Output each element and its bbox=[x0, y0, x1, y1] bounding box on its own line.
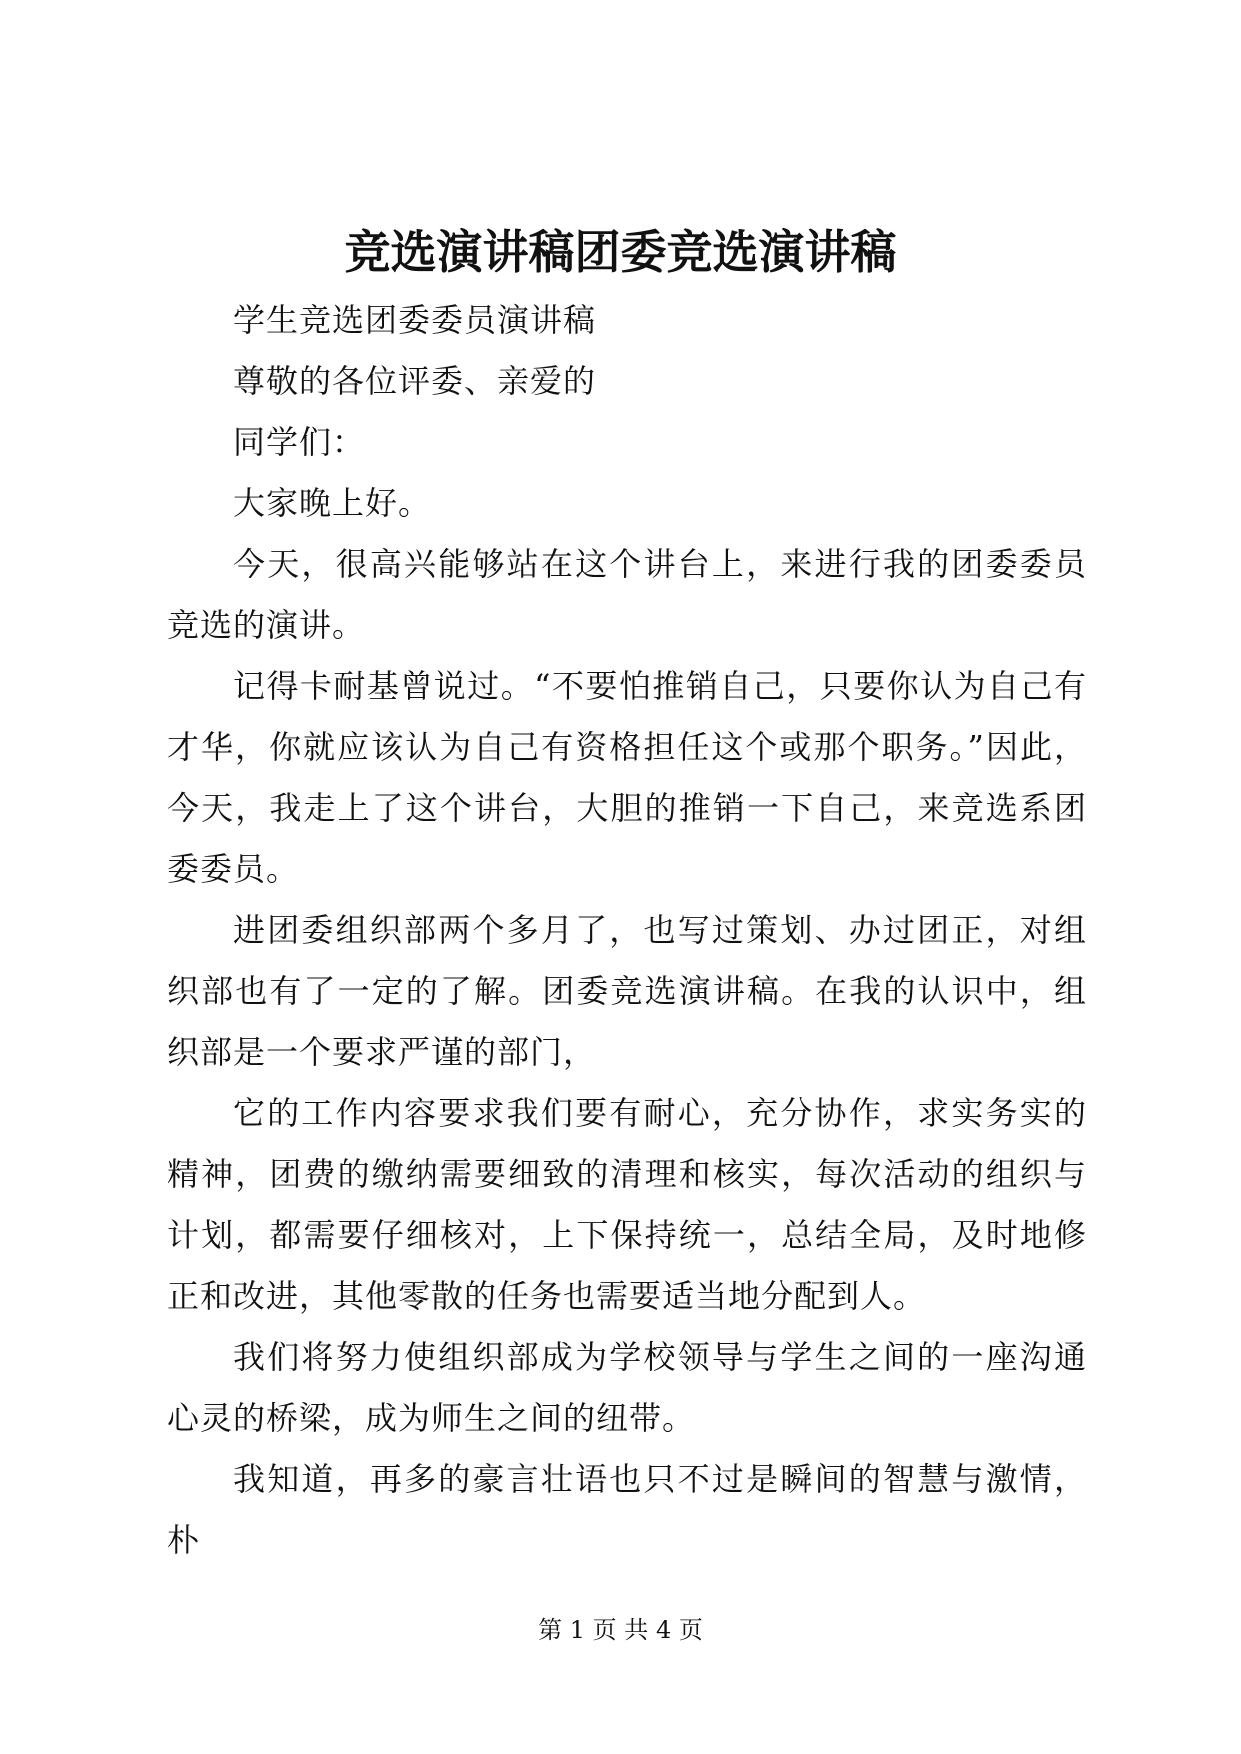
paragraph: 它的工作内容要求我们要有耐心，充分协作，求实务实的精神，团费的缴纳需要细致的清理和核实，每次活动的组织与计划，都需要仔细核对，上下保持统一，总结全局，及时地修正和改进，其他零散的任务也需要适当地分配到人。 bbox=[167, 1094, 1087, 1315]
document-title: 竞选演讲稿团委竞选演讲稿 bbox=[344, 225, 897, 279]
paragraph: 进团委组织部两个多月了，也写过策划、办过团正，对组织部也有了一定的了解。团委竞选演讲稿。在我的认识中，组织部是一个要求严谨的部门， bbox=[167, 911, 1087, 1071]
paragraph: 学生竞选团委委员演讲稿 bbox=[233, 301, 597, 339]
paragraph: 今天，很高兴能够站在这个讲台上，来进行我的团委委员竞选的演讲。 bbox=[167, 545, 1087, 644]
paragraph: 尊敬的各位评委、亲爱的 bbox=[233, 362, 597, 400]
paragraph: 我们将努力使组织部成为学校领导与学生之间的一座沟通心灵的桥梁，成为师生之间的纽带。 bbox=[167, 1338, 1087, 1437]
paragraph: 同学们： bbox=[233, 423, 366, 461]
paragraph: 记得卡耐基曾说过。“不要怕推销自己，只要你认为自己有才华，你就应该认为自己有资格担任这个或那个职务。”因此，今天，我走上了这个讲台，大胆的推销一下自己，来竞选系团委委员。 bbox=[167, 667, 1087, 888]
document-body bbox=[167, 290, 1087, 1571]
page-footer: 第 1 页 共 4 页 bbox=[538, 1616, 703, 1644]
paragraph: 大家晚上好。 bbox=[233, 484, 432, 522]
paragraph: 我知道，再多的豪言壮语也只不过是瞬间的智慧与激情，朴 bbox=[167, 1460, 1087, 1559]
